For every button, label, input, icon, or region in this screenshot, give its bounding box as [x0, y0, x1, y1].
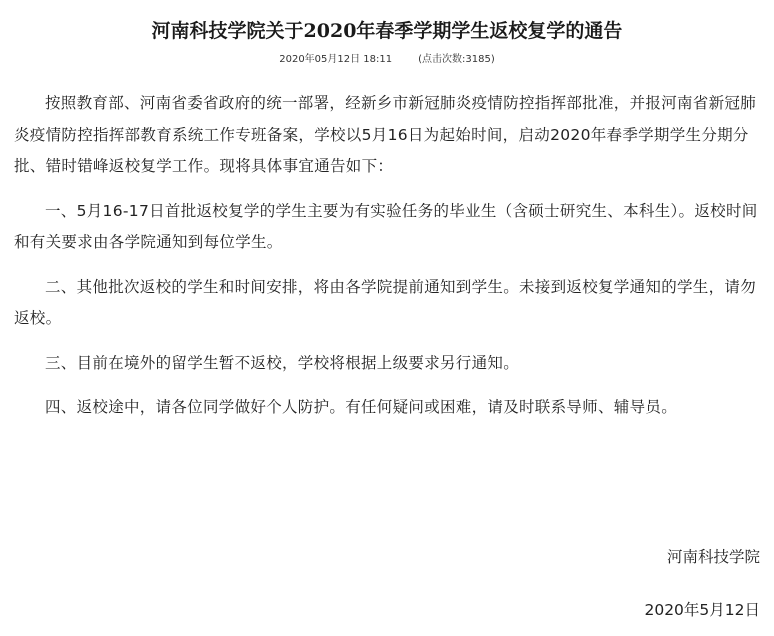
item-paragraph-3: 三、目前在境外的留学生暂不返校，学校将根据上级要求另行通知。 [45, 353, 520, 372]
item-paragraph-2: 二、其他批次返校的学生和时间安排，将由各学院提前通知到学生。未接到返校复学通知的学生，请勿返校。 [14, 277, 757, 327]
signature-date: 2020年5月12日 [644, 601, 760, 619]
signature: 河南科技学院 [666, 548, 760, 566]
intro-paragraph: 按照教育部、河南省委省政府的统一部署，经新乡市新冠肺炎疫情防控指挥部批准，并报河南省新冠肺炎疫情防控指挥部教育系统工作专班备案，学校以5月16日为起始时间，启动2020年春季学期学生分期分批、错时错峰返校复学工作。现将具体事宜通告如下： [14, 94, 757, 175]
publish-time: 2020年05月12日 18:11 [279, 54, 393, 65]
page-title: 河南科技学院关于2020年春季学期学生返校复学的通告 [151, 20, 623, 42]
item-paragraph-1: 一、5月16-17日首批返校复学的学生主要为有实验任务的毕业生（含硕士研究生、本科生）。返校时间和有关要求由各学院通知到每位学生。 [14, 201, 758, 251]
article-meta [0, 53, 774, 67]
item-paragraph-4: 四、返校途中，请各位同学做好个人防护。有任何疑问或困难，请及时联系导师、辅导员。 [45, 398, 678, 416]
view-count: (点击次数:3185) [418, 54, 495, 65]
article-body [14, 88, 762, 424]
